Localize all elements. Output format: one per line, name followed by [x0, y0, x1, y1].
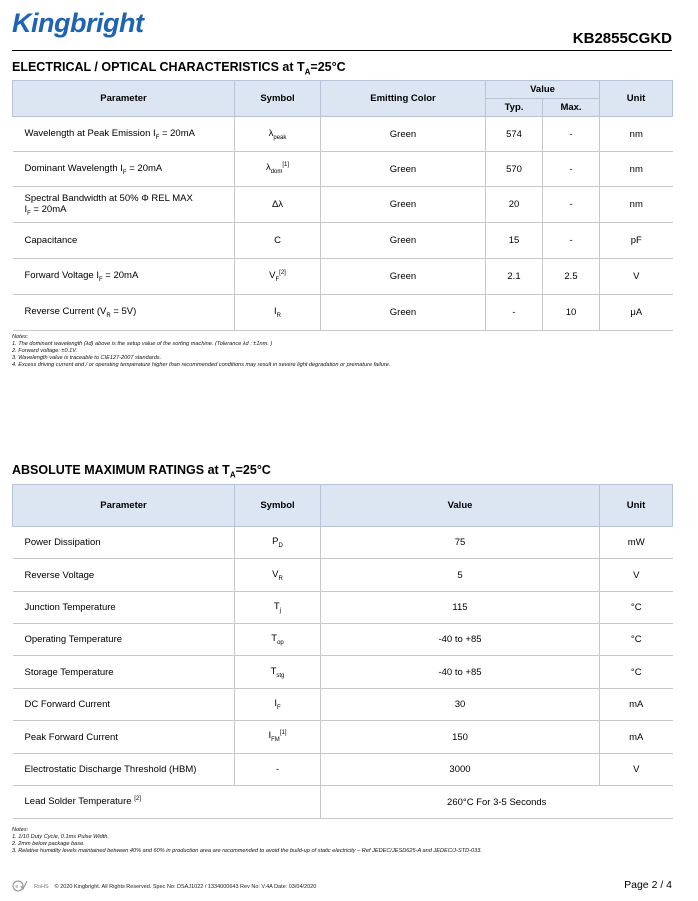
color-cell: Green	[321, 223, 486, 259]
value-cell: 150	[321, 721, 600, 754]
table-row	[13, 295, 673, 331]
table-row	[13, 689, 673, 721]
symbol-cell: $V_F[2]$	[235, 259, 321, 295]
unit-cell: °C	[600, 624, 673, 656]
symbol-cell: $\lambda_{dom}[1]$	[235, 152, 321, 187]
typ-cell: 20	[486, 187, 543, 223]
value-cell: 30	[321, 689, 600, 721]
value-cell: 5	[321, 559, 600, 592]
unit-cell: mW	[600, 527, 673, 559]
param-cell: Storage Temperature	[13, 656, 235, 689]
unit-cell: pF	[600, 223, 673, 259]
symbol-cell: $I_R$	[235, 295, 321, 331]
typ-cell: 574	[486, 117, 543, 152]
table-row	[13, 152, 673, 187]
rohs-label: RoHS	[34, 884, 49, 890]
col-header-value: Value	[486, 81, 600, 99]
svg-text:e: e	[15, 884, 19, 890]
table-row	[13, 187, 673, 223]
col-header-unit: Unit	[600, 81, 673, 117]
max-cell: -	[543, 223, 600, 259]
table-row	[13, 656, 673, 689]
value-cell: 260°C For 3-5 Seconds	[321, 786, 673, 819]
max-cell: -	[543, 152, 600, 187]
symbol-cell: Δλ	[235, 187, 321, 223]
col-header-symbol: Symbol	[235, 485, 321, 527]
symbol-cell: $T_{op}$	[235, 624, 321, 656]
param-cell: Electrostatic Discharge Threshold (HBM)	[13, 754, 235, 786]
param-cell: Capacitance	[13, 223, 235, 259]
table-row	[13, 592, 673, 624]
color-cell: Green	[321, 117, 486, 152]
unit-cell: μA	[600, 295, 673, 331]
symbol-cell: $I_{FM}[1]$	[235, 721, 321, 754]
param-cell: Reverse Current $(V_R = 5V)$	[13, 295, 235, 331]
unit-cell: mA	[600, 721, 673, 754]
symbol-cell: -	[235, 754, 321, 786]
symbol-cell: C	[235, 223, 321, 259]
param-cell: Peak Forward Current	[13, 721, 235, 754]
param-cell: Dominant Wavelength $I_F = 20mA$	[13, 152, 235, 187]
col-header-max: Max.	[543, 99, 600, 117]
abs-section-title: ABSOLUTE MAXIMUM RATINGS at $T_A=25^\circ C$	[12, 463, 271, 480]
color-cell: Green	[321, 259, 486, 295]
param-cell: Wavelength at Peak Emission $I_F = 20mA$	[13, 117, 235, 152]
color-cell: Green	[321, 187, 486, 223]
param-cell: Forward Voltage $I_F = 20mA$	[13, 259, 235, 295]
unit-cell: V	[600, 559, 673, 592]
table-row	[13, 223, 673, 259]
elec-notes: Notes: 1. The dominant wavelength (λd) above is the setup value of the sorting machine. (Tolerance λd : ±1nm. ) 2. Forward voltage: ±0.1V. 3. Wavelength value is traceable to CIE127-2007 standards. 4. Excess driving current and / or operating temperature higher than recommended conditions may result in severe light degradation or premature failure.	[12, 334, 391, 368]
symbol-cell: $V_R$	[235, 559, 321, 592]
col-header-emitting-color: Emitting Color	[321, 81, 486, 117]
page-number: Page 2 / 4	[624, 879, 672, 891]
typ-cell: 15	[486, 223, 543, 259]
absolute-max-ratings-table	[12, 484, 673, 819]
elec-section-title: ELECTRICAL / OPTICAL CHARACTERISTICS at $T_A=25^\circ C$	[12, 60, 346, 77]
unit-cell: °C	[600, 656, 673, 689]
symbol-cell: $I_F$	[235, 689, 321, 721]
unit-cell: nm	[600, 117, 673, 152]
col-header-parameter: Parameter	[13, 485, 235, 527]
max-cell: -	[543, 117, 600, 152]
rohs-icon	[12, 879, 28, 895]
max-cell: -	[543, 187, 600, 223]
col-header-symbol: Symbol	[235, 81, 321, 117]
param-cell: Operating Temperature	[13, 624, 235, 656]
param-cell: Spectral Bandwidth at 50% Φ REL MAX $I_F = 20mA$	[13, 187, 235, 223]
unit-cell: nm	[600, 187, 673, 223]
table-row	[13, 786, 673, 819]
copyright-text: © 2020 Kingbright. All Rights Reserved. Spec No: DSAJ1022 / 1334000643 Rev No: V.4A Date: 03/04/2020	[54, 884, 317, 890]
unit-cell: V	[600, 259, 673, 295]
part-number: KB2855CGKD	[572, 30, 672, 47]
unit-cell: nm	[600, 152, 673, 187]
max-cell: 2.5	[543, 259, 600, 295]
param-cell: DC Forward Current	[13, 689, 235, 721]
param-cell: Junction Temperature	[13, 592, 235, 624]
symbol-cell: $\lambda_{peak}$	[235, 117, 321, 152]
table-row	[13, 527, 673, 559]
param-cell: Power Dissipation	[13, 527, 235, 559]
typ-cell: 2.1	[486, 259, 543, 295]
color-cell: Green	[321, 295, 486, 331]
unit-cell: mA	[600, 689, 673, 721]
max-cell: 10	[543, 295, 600, 331]
table-row	[13, 259, 673, 295]
col-header-unit: Unit	[600, 485, 673, 527]
color-cell: Green	[321, 152, 486, 187]
kingbright-logo: Kingbright	[12, 8, 144, 38]
symbol-cell: $P_D$	[235, 527, 321, 559]
value-cell: 3000	[321, 754, 600, 786]
col-header-typ: Typ.	[486, 99, 543, 117]
param-cell: Reverse Voltage	[13, 559, 235, 592]
col-header-parameter: Parameter	[13, 81, 235, 117]
value-cell: -40 to +85	[321, 624, 600, 656]
table-row	[13, 624, 673, 656]
value-cell: 75	[321, 527, 600, 559]
col-header-value: Value	[321, 485, 600, 527]
value-cell: -40 to +85	[321, 656, 600, 689]
table-row	[13, 754, 673, 786]
typ-cell: -	[486, 295, 543, 331]
value-cell: 115	[321, 592, 600, 624]
typ-cell: 570	[486, 152, 543, 187]
unit-cell: °C	[600, 592, 673, 624]
unit-cell: V	[600, 754, 673, 786]
table-row	[13, 559, 673, 592]
symbol-cell: $T_{stg}$	[235, 656, 321, 689]
param-cell: Lead Solder Temperature [2]	[13, 786, 321, 819]
table-row	[13, 117, 673, 152]
abs-notes: Notes: 1. 1/10 Duty Cycle, 0.1ms Pulse Width. 2. 2mm below package base. 3. Relative humidity levels maintained between 40% and 60% in production area are recommended to avoid the build-up of static electricity – Ref JEDEC/JESD625-A and JEDEC/J-STD-033.	[12, 827, 482, 854]
header-divider	[12, 50, 672, 51]
electrical-optical-table	[12, 80, 673, 331]
symbol-cell: $T_j$	[235, 592, 321, 624]
table-row	[13, 721, 673, 754]
